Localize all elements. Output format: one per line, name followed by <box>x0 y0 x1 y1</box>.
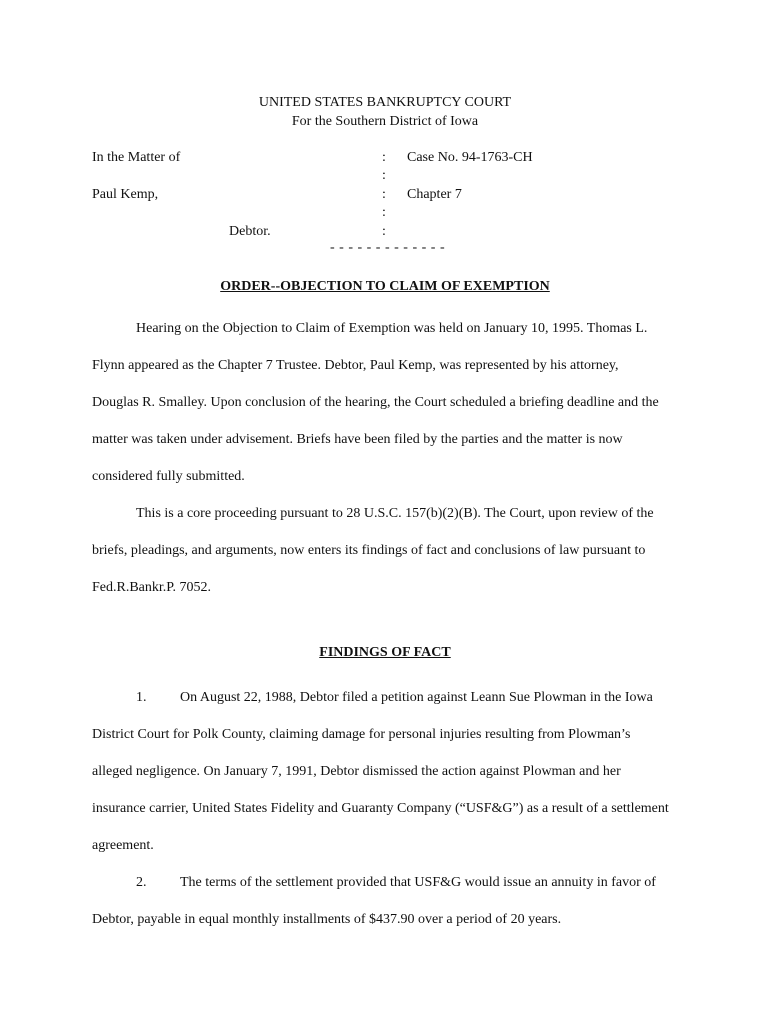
paragraph-line: Douglas R. Smalley. Upon conclusion of the hearing, the Court scheduled a briefing deadline and the <box>92 395 659 410</box>
paragraph-line: alleged negligence. On January 7, 1991, Debtor dismissed the action against Plowman and her <box>92 764 621 779</box>
caption-divider: - - - - - - - - - - - - - <box>330 240 446 255</box>
paragraph-line: Debtor, payable in equal monthly installments of $437.90 over a period of 20 years. <box>92 912 562 927</box>
caption-colon: : <box>382 205 386 220</box>
caption-colon: : <box>382 168 386 183</box>
debtor-role: Debtor. <box>229 224 271 239</box>
paragraph-line: matter was taken under advisement. Briefs have been filed by the parties and the matter is now <box>92 432 623 447</box>
intro-paragraph <box>92 310 682 495</box>
findings-title: FINDINGS OF FACT <box>319 645 451 660</box>
paragraph-line: insurance carrier, United States Fidelity and Guaranty Company (“USF&G”) as a result of a settlement <box>92 801 669 816</box>
paragraph-line: considered fully submitted. <box>92 469 245 484</box>
paragraph-line: Flynn appeared as the Chapter 7 Trustee. Debtor, Paul Kemp, was represented by his attorney, <box>92 358 619 373</box>
paragraph-line: briefs, pleadings, and arguments, now enters its findings of fact and conclusions of law pursuant to <box>92 543 646 558</box>
paragraph-line: agreement. <box>92 838 154 853</box>
finding-item <box>92 679 682 864</box>
caption-colon: : <box>382 187 386 202</box>
court-name: UNITED STATES BANKRUPTCY COURT <box>258 95 512 110</box>
matter-label: In the Matter of <box>92 150 181 165</box>
intro-paragraph <box>92 495 682 606</box>
paragraph-line: On August 22, 1988, Debtor filed a petition against Leann Sue Plowman in the Iowa <box>180 690 653 705</box>
party-name: Paul Kemp, <box>92 187 159 202</box>
finding-number: 2. <box>136 875 147 890</box>
paragraph-line: Fed.R.Bankr.P. 7052. <box>92 580 212 595</box>
district-name: For the Southern District of Iowa <box>291 114 479 129</box>
paragraph-line: This is a core proceeding pursuant to 28 U.S.C. 157(b)(2)(B). The Court, upon review of the <box>136 506 654 521</box>
case-number: Case No. 94-1763-CH <box>407 150 533 165</box>
paragraph-line: Hearing on the Objection to Claim of Exemption was held on January 10, 1995. Thomas L. <box>136 321 648 336</box>
finding-first-line <box>92 864 682 901</box>
finding-item <box>92 864 682 938</box>
caption-colon: : <box>382 150 386 165</box>
paragraph-line: The terms of the settlement provided that USF&G would issue an annuity in favor of <box>180 875 656 890</box>
paragraph-line: District Court for Polk County, claiming damage for personal injuries resulting from Plowman’s <box>92 727 631 742</box>
finding-number: 1. <box>136 690 147 705</box>
caption-colon: : <box>382 224 386 239</box>
chapter-label: Chapter 7 <box>407 187 462 202</box>
finding-first-line <box>92 679 682 716</box>
order-title: ORDER--OBJECTION TO CLAIM OF EXEMPTION <box>220 279 550 294</box>
